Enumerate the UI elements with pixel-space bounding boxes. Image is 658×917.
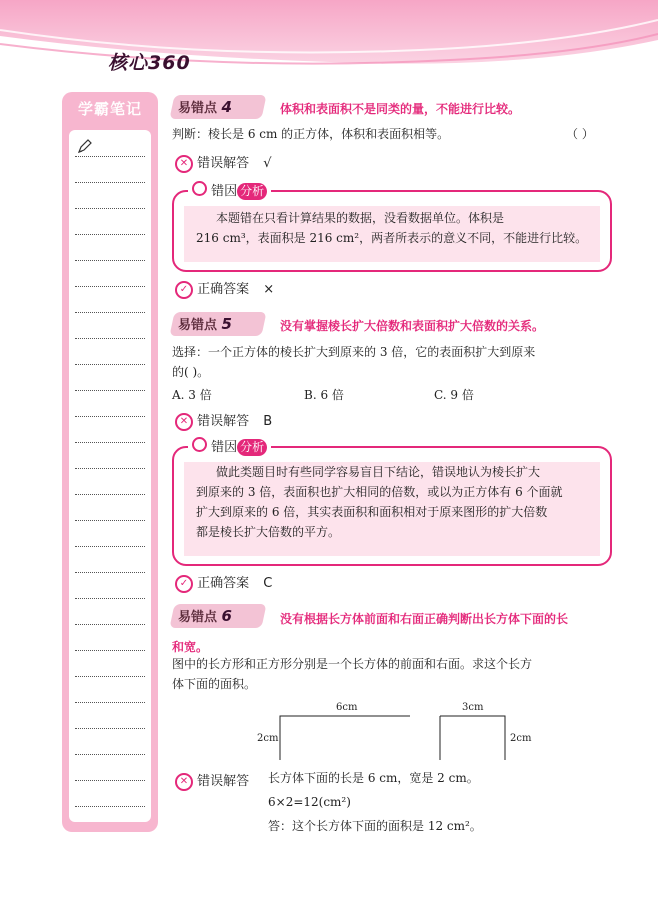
question-line: 的( )。 [172, 365, 210, 379]
wrong-mark-icon: ✕ [175, 773, 193, 791]
header-decoration [0, 0, 658, 70]
wrong-answer-value: B [263, 414, 273, 429]
answer-blank-4: （ ） [566, 127, 594, 141]
error-point-tag-5 [178, 314, 232, 333]
analysis-text-5 [196, 462, 602, 542]
question-line: 体下面的面积。 [172, 677, 257, 691]
note-line [75, 338, 145, 339]
square-top-label: 3cm [462, 702, 484, 713]
note-line [75, 624, 145, 625]
question-4: 判断：棱长是 6 cm 的正方体，体积和表面积相等。 [172, 127, 450, 141]
note-line [75, 702, 145, 703]
notes-sidebar [62, 92, 158, 832]
magnifier-icon [192, 437, 207, 452]
correct-answer-label: 正确答案 [197, 576, 250, 591]
note-line [75, 390, 145, 391]
wrong-answer-label: 错误解答 [197, 774, 250, 789]
question-6 [172, 654, 532, 694]
note-line [75, 442, 145, 443]
header-band [0, 0, 658, 70]
solution-line: 6×2=12(cm²) [268, 795, 351, 809]
note-line [75, 806, 145, 807]
correct-answer-value: × [263, 282, 275, 297]
analysis-badge: 分析 [237, 439, 267, 456]
tag-number: 4 [221, 98, 232, 116]
analysis-line: 扩大到原来的 6 倍，其实表面积和面积相对于原来图形的扩大倍数 [196, 505, 548, 519]
note-line [75, 650, 145, 651]
check-mark-icon: ✓ [175, 281, 193, 299]
note-line [75, 546, 145, 547]
wrong-solution-6 [268, 768, 482, 836]
rect-width-label: 2cm [257, 733, 279, 744]
rectangle-front-face [280, 716, 410, 760]
correct-answer-value: C [263, 576, 273, 591]
tag-number: 5 [221, 315, 232, 333]
analysis-badge: 分析 [237, 183, 267, 200]
option-a: A. 3 倍 [172, 388, 212, 402]
tag-label: 易错点 [178, 610, 218, 625]
note-line [75, 468, 145, 469]
tag-label: 易错点 [178, 101, 218, 116]
correct-answer-row-4 [175, 278, 274, 299]
note-line [75, 676, 145, 677]
figure-shapes [250, 700, 540, 764]
option-b: B. 6 倍 [304, 388, 344, 402]
error-point-title-6-cont: 和宽。 [172, 640, 209, 654]
error-point-title-4: 体积和表面积不是同类的量，不能进行比较。 [280, 102, 521, 116]
note-line [75, 728, 145, 729]
wrong-answer-row-4 [175, 152, 272, 173]
correct-answer-label: 正确答案 [197, 282, 250, 297]
note-line [75, 416, 145, 417]
solution-line: 长方体下面的长是 6 cm，宽是 2 cm。 [268, 771, 479, 785]
tag-number: 6 [221, 607, 232, 625]
note-line [75, 598, 145, 599]
note-line [75, 312, 145, 313]
wrong-mark-icon: ✕ [175, 413, 193, 431]
wrong-answer-label: 错误解答 [197, 156, 250, 171]
wrong-mark-icon: ✕ [175, 155, 193, 173]
analysis-line: 216 cm³，表面积是 216 cm²，两者所表示的意义不同，不能进行比较。 [196, 231, 588, 245]
option-c: C. 9 倍 [434, 388, 474, 402]
analysis-line: 做此类题目时有些同学容易盲目下结论，错误地认为棱长扩大 [216, 465, 541, 479]
note-line [75, 182, 145, 183]
error-point-tag-4 [178, 97, 232, 116]
analysis-line: 都是棱长扩大倍数的平方。 [196, 525, 341, 539]
wrong-answer-label: 错误解答 [197, 414, 250, 429]
note-line [75, 208, 145, 209]
pencil-icon [77, 138, 93, 154]
note-line [75, 156, 145, 157]
brand-logo: 核心360 [108, 52, 191, 74]
question-line: 图中的长方形和正方形分别是一个长方体的前面和右面。求这个长方 [172, 657, 533, 671]
analysis-prefix: 错因 [211, 440, 238, 455]
note-line [75, 364, 145, 365]
analysis-text-4 [196, 208, 602, 248]
square-right-face [440, 716, 505, 760]
notes-area [69, 130, 151, 822]
check-mark-icon: ✓ [175, 575, 193, 593]
solution-line: 答：这个长方体下面的面积是 12 cm²。 [268, 819, 482, 833]
note-line [75, 260, 145, 261]
analysis-line: 本题错在只看计算结果的数据，没看数据单位。体积是 [216, 211, 505, 225]
error-point-title-6: 没有根据长方体前面和右面正确判断出长方体下面的长 [280, 612, 569, 626]
analysis-line: 到原来的 3 倍，表面积也扩大相同的倍数，或以为正方体有 6 个面就 [196, 485, 563, 499]
wrong-answer-row-5 [175, 410, 272, 431]
note-line [75, 780, 145, 781]
wrong-answer-row-6 [175, 770, 249, 791]
wrong-answer-value: √ [263, 156, 272, 171]
error-point-tag-6 [178, 606, 232, 625]
tag-label: 易错点 [178, 318, 218, 333]
error-point-title-5: 没有掌握棱长扩大倍数和表面积扩大倍数的关系。 [280, 319, 545, 333]
analysis-title-5 [188, 436, 271, 456]
note-line [75, 234, 145, 235]
note-line [75, 286, 145, 287]
correct-answer-row-5 [175, 572, 272, 593]
note-line [75, 520, 145, 521]
rect-length-label: 6cm [336, 702, 358, 713]
analysis-prefix: 错因 [211, 184, 238, 199]
magnifier-icon [192, 181, 207, 196]
note-line [75, 754, 145, 755]
sidebar-title: 学霸笔记 [77, 100, 142, 118]
note-line [75, 494, 145, 495]
question-5 [172, 342, 535, 382]
square-side-label: 2cm [510, 733, 532, 744]
note-line [75, 572, 145, 573]
question-line: 选择：一个正方体的棱长扩大到原来的 3 倍，它的表面积扩大到原来 [172, 345, 536, 359]
analysis-title-4 [188, 180, 271, 200]
